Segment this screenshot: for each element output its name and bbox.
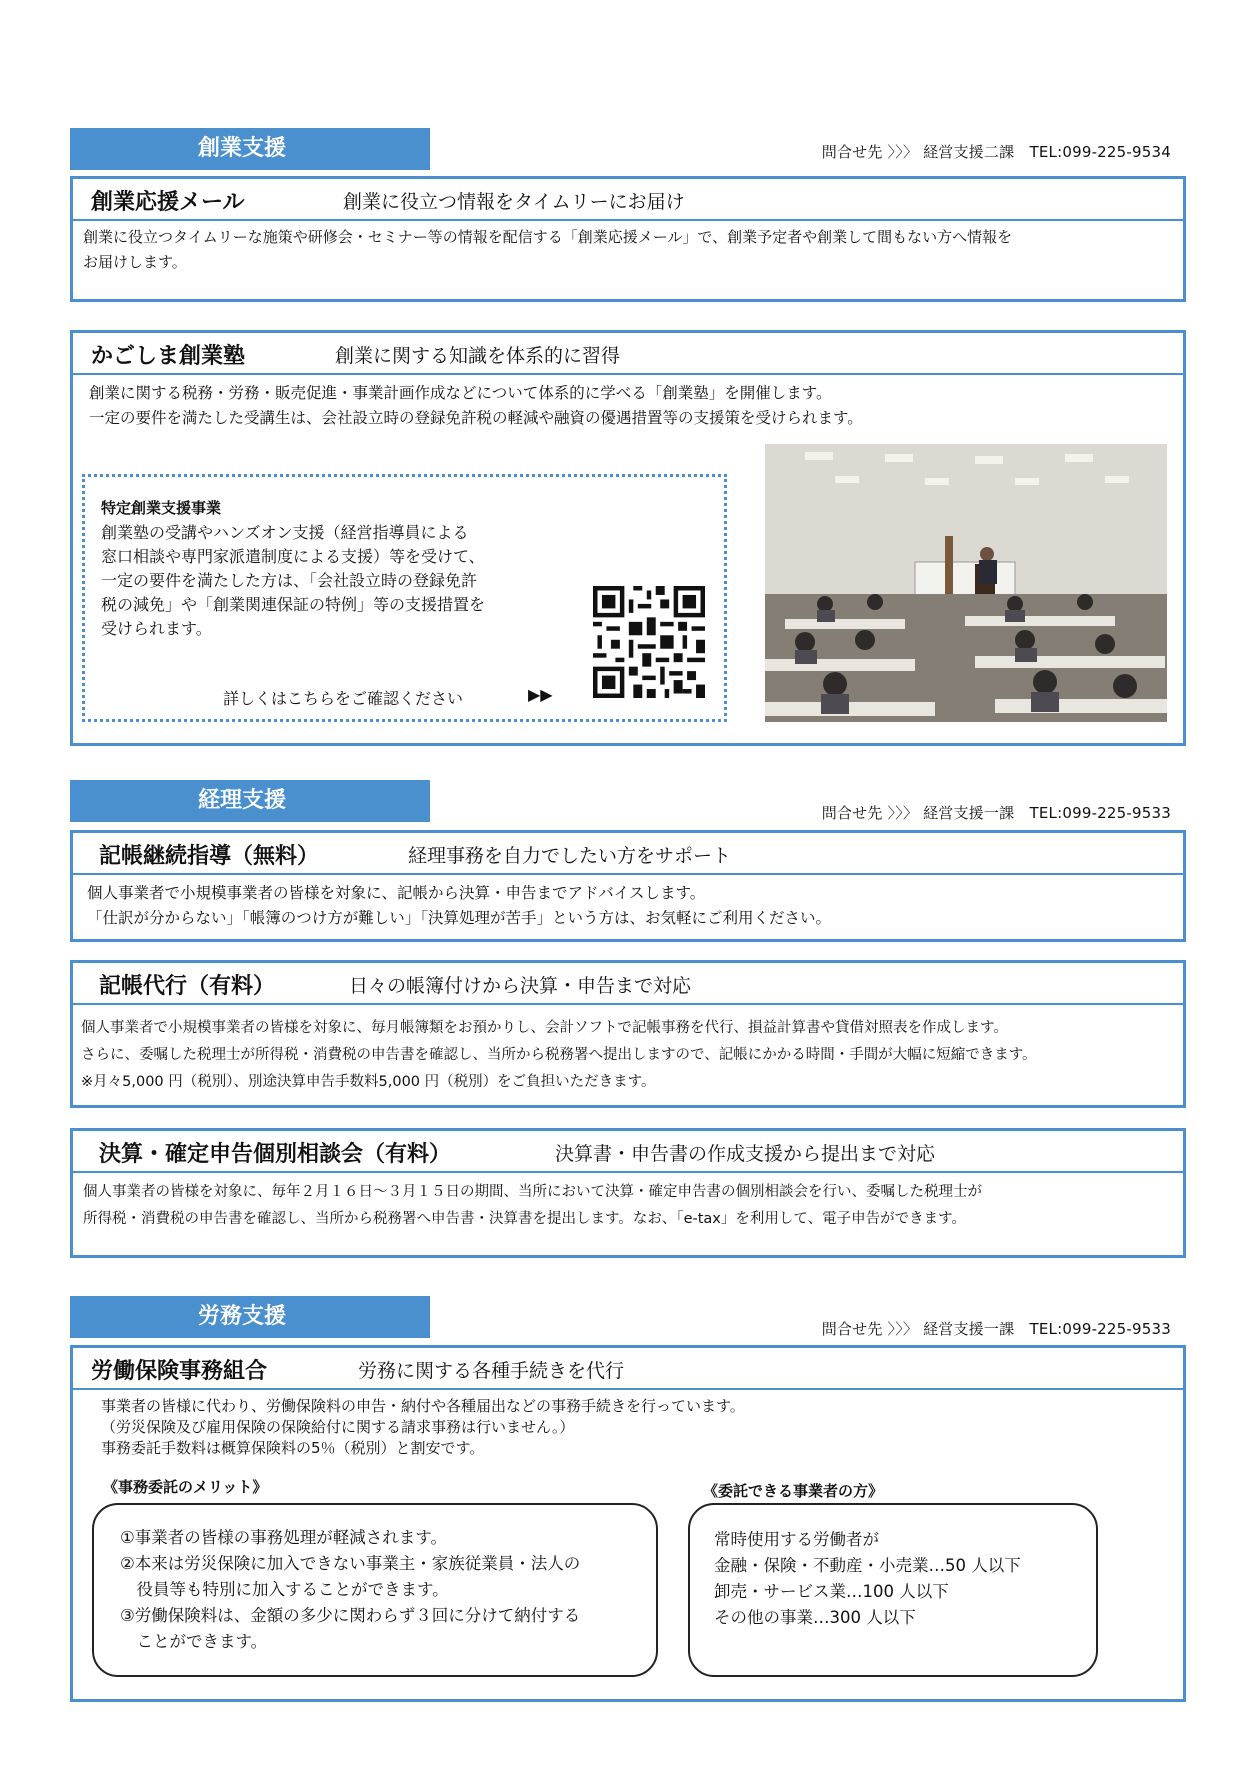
box-subtitle: 創業に役立つ情報をタイムリーにお届け xyxy=(343,191,685,213)
eligible-item: 常時使用する労働者が xyxy=(714,1530,879,1549)
body-line: さらに、委嘱した税理士が所得税・消費税の申告書を確認し、当所から税務署へ提出しますので、記帳にかかる時間・手間が大幅に短縮できます。 xyxy=(81,1047,1037,1063)
box-header xyxy=(73,1348,1183,1390)
box-body xyxy=(87,881,1175,931)
special-line: 一定の要件を満たした方は、「会社設立時の登録免許 xyxy=(101,571,478,590)
more-info-link[interactable]: 詳しくはこちらをご確認ください xyxy=(223,689,464,708)
body-line: 個人事業者で小規模事業者の皆様を対象に、記帳から決算・申告までアドバイスします。 xyxy=(87,884,706,902)
box-title: かごしま創業塾 xyxy=(91,344,246,369)
body-line: 個人事業者で小規模事業者の皆様を対象に、毎月帳簿類をお預かりし、会計ソフトで記帳事務を代行、損益計算書や貸借対照表を作成します。 xyxy=(81,1020,1008,1036)
box-body xyxy=(83,1179,1175,1233)
box-header xyxy=(73,333,1183,375)
merit-item: ②本来は労災保険に加入できない事業主・家族従業員・法人の xyxy=(120,1554,581,1573)
merit-item: ③労働保険料は、金額の多少に関わらず３回に分けて納付する xyxy=(120,1606,581,1625)
special-support-box xyxy=(82,474,727,722)
section-tab-keiri: 経理支援 xyxy=(70,780,430,822)
merit-item: 役員等も特別に加入することができます。 xyxy=(120,1580,449,1599)
box-subtitle: 労務に関する各種手続きを代行 xyxy=(358,1360,625,1382)
contact-romu: 問合せ先 〉〉〉 経営支援一課 TEL:099-225-9533 xyxy=(821,1320,1171,1338)
eligible-item: 金融・保険・不動産・小売業…50 人以下 xyxy=(714,1556,1021,1575)
special-heading: 特定創業支援事業 xyxy=(101,499,222,517)
body-line: お届けします。 xyxy=(83,253,187,271)
special-line: 窓口相談や専門家派遣制度による支援）等を受けて、 xyxy=(101,547,485,566)
merit-item: ことができます。 xyxy=(120,1632,268,1651)
qr-code-icon[interactable] xyxy=(593,586,705,698)
body-line: 創業に関する税務・労務・販売促進・事業計画作成などについて体系的に学べる「創業塾」を開催します。 xyxy=(89,384,832,402)
box-kessan xyxy=(70,1128,1186,1258)
contact-keiri: 問合せ先 〉〉〉 経営支援一課 TEL:099-225-9533 xyxy=(821,804,1171,822)
eligible-list xyxy=(714,1527,1021,1631)
box-body xyxy=(83,225,1175,275)
box-header xyxy=(73,963,1183,1005)
box-body xyxy=(101,1396,1175,1459)
box-subtitle: 経理事務を自力でしたい方をサポート xyxy=(408,845,732,867)
body-line: 所得税・消費税の申告書を確認し、当所から税務署へ申告書・決算書を提出します。なお、「e-tax」を利用して、電子申告ができます。 xyxy=(83,1211,966,1227)
eligible-heading: 《委託できる事業者の方》 xyxy=(703,1482,884,1500)
box-subtitle: 創業に関する知識を体系的に習得 xyxy=(335,345,621,367)
box-body xyxy=(81,1015,1175,1096)
merit-box xyxy=(92,1503,658,1677)
section-tab-romu: 労務支援 xyxy=(70,1296,430,1338)
box-title: 労働保険事務組合 xyxy=(91,1359,268,1384)
seminar-photo xyxy=(765,444,1167,722)
body-line: 個人事業者の皆様を対象に、毎年２月１６日～３月１５日の期間、当所において決算・確定申告書の個別相談会を行い、委嘱した税理士が xyxy=(83,1184,982,1200)
box-title: 決算・確定申告個別相談会（有料） xyxy=(99,1142,452,1167)
box-kicho-daiko xyxy=(70,960,1186,1108)
box-subtitle: 決算書・申告書の作成支援から提出まで対応 xyxy=(555,1143,936,1165)
box-title: 創業応援メール xyxy=(91,190,245,215)
box-body xyxy=(89,381,1175,431)
contact-sogyo: 問合せ先 〉〉〉 経営支援二課 TEL:099-225-9534 xyxy=(821,143,1171,161)
special-line: 受けられます。 xyxy=(101,619,212,638)
body-line: 一定の要件を満たした受講生は、会社設立時の登録免許税の軽減や融資の優遇措置等の支援策を受けられます。 xyxy=(89,409,863,427)
box-header xyxy=(73,179,1183,221)
merit-list xyxy=(120,1525,580,1655)
box-subtitle: 日々の帳簿付けから決算・申告まで対応 xyxy=(349,975,692,997)
merit-heading: 《事務委託のメリット》 xyxy=(103,1478,268,1496)
box-header xyxy=(73,833,1183,875)
box-title: 記帳代行（有料） xyxy=(99,974,276,999)
special-text xyxy=(101,521,485,641)
special-line: 創業塾の受講やハンズオン支援（経営指導員による xyxy=(101,523,469,542)
body-line: （労災保険及び雇用保険の保険給付に関する請求事務は行いません。） xyxy=(101,1418,575,1436)
merit-item: ①事業者の皆様の事務処理が軽減されます。 xyxy=(120,1528,447,1547)
body-line: 創業に役立つタイムリーな施策や研修会・セミナー等の情報を配信する「創業応援メール」で、創業予定者や創業して間もない方へ情報を xyxy=(83,228,1013,246)
body-line: 事業者の皆様に代わり、労働保険料の申告・納付や各種届出などの事務手続きを行っています。 xyxy=(101,1397,745,1415)
special-line: 税の減免」や「創業関連保証の特例」等の支援措置を xyxy=(101,595,486,614)
box-kicho-shido xyxy=(70,830,1186,942)
eligible-item: 卸売・サービス業…100 人以下 xyxy=(714,1582,949,1601)
double-arrow-icon: ▶▶ xyxy=(528,685,553,704)
box-title: 記帳継続指導（無料） xyxy=(99,844,320,869)
box-sogyo-mail xyxy=(70,176,1186,302)
eligible-item: その他の事業…300 人以下 xyxy=(714,1608,916,1627)
section-tab-sogyo: 創業支援 xyxy=(70,128,430,170)
box-header xyxy=(73,1131,1183,1173)
body-line: ※月々5,000 円（税別）、別途決算申告手数料5,000 円（税別）をご負担いただきます。 xyxy=(81,1074,656,1090)
body-line: 事務委託手数料は概算保険料の5％（税別）と割安です。 xyxy=(101,1439,485,1457)
body-line: 「仕訳が分からない」「帳簿のつけ方が難しい」「決算処理が苦手」という方は、お気軽にご利用ください。 xyxy=(87,909,832,927)
seminar-photo-illustration xyxy=(765,444,1167,722)
eligible-box xyxy=(688,1503,1098,1677)
